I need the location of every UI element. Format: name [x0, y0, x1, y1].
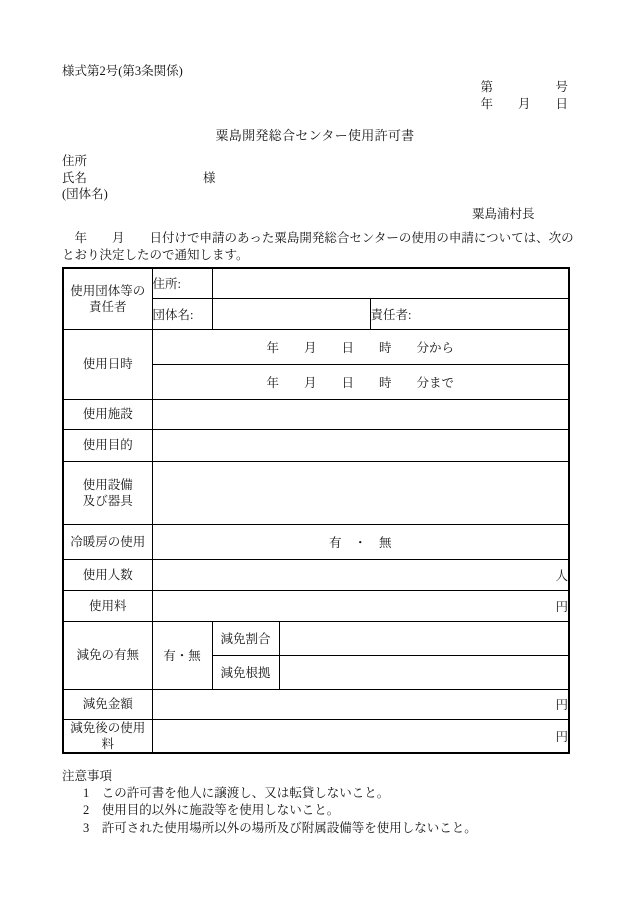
honorific-sama: 様 — [203, 170, 216, 185]
recipient-name-label: 氏名 — [62, 170, 88, 185]
recipient-name-line — [62, 170, 216, 187]
fee-value-cell: 円 — [152, 590, 569, 621]
group-name-value-cell — [212, 298, 370, 329]
address-label-cell: 住所: — [152, 268, 212, 298]
equipment-label-cell — [63, 461, 152, 524]
page-title: 粟島開発総合センター使用許可書 — [215, 128, 415, 143]
reduction-amount-label-cell: 減免金額 — [63, 689, 152, 719]
note-item-2: 2 使用目的以外に施設等を使用しないこと。 — [83, 803, 340, 818]
datetime-label-cell: 使用日時 — [63, 329, 152, 399]
notification-paragraph — [62, 230, 574, 264]
note-item-1: 1 この許可書を他人に譲渡し、又は転貸しないこと。 — [83, 786, 390, 801]
issuer-name: 粟島浦村長 — [472, 207, 535, 221]
notes-heading: 注意事項 — [62, 769, 113, 783]
reduction-amount-value-cell: 円 — [152, 689, 569, 719]
people-label-cell: 使用人数 — [63, 559, 152, 590]
notification-line-1: 年 月 日付けで申請のあった粟島開発総合センターの使用の申請については、次の — [62, 231, 574, 245]
date-line: 年 月 日 — [480, 97, 568, 111]
reduction-label-cell: 減免の有無 — [63, 621, 152, 689]
reduced-fee-label-line2: 料 — [101, 736, 114, 751]
equipment-label-line2: 及び器具 — [82, 493, 133, 508]
people-value-cell: 人 — [152, 559, 569, 590]
notes-section — [62, 768, 477, 837]
address-value-cell — [212, 268, 569, 298]
recipient-address-label: 住所 — [62, 154, 88, 168]
equipment-value-cell — [152, 461, 569, 524]
notification-line-2: とおり決定したので通知します。 — [62, 247, 249, 262]
hvac-label-cell: 冷暖房の使用 — [63, 524, 152, 559]
purpose-value-cell — [152, 429, 569, 461]
facility-value-cell — [152, 399, 569, 429]
group-name-label-cell: 団体名: — [152, 298, 212, 329]
reduced-fee-label-cell — [63, 719, 152, 753]
purpose-label-cell: 使用目的 — [63, 429, 152, 461]
reduction-basis-value-cell — [279, 655, 569, 689]
datetime-to-cell: 年 月 日 時 分まで — [152, 364, 569, 399]
responsible-label-cell — [63, 268, 152, 329]
responsible-label-line1: 使用団体等の — [70, 283, 146, 298]
reduction-ratio-value-cell — [279, 621, 569, 655]
reduction-basis-label-cell: 減免根拠 — [212, 655, 279, 689]
reduction-ratio-label-cell: 減免割合 — [212, 621, 279, 655]
document-number-line: 第 号 — [480, 80, 568, 94]
recipient-group-label: (団体名) — [62, 187, 108, 201]
note-item-3: 3 許可された使用場所以外の場所及び附属設備等を使用しないこと。 — [83, 820, 477, 835]
facility-label-cell: 使用施設 — [63, 399, 152, 429]
datetime-from-cell: 年 月 日 時 分から — [152, 329, 569, 364]
reduced-fee-value-cell: 円 — [152, 719, 569, 753]
fee-label-cell: 使用料 — [63, 590, 152, 621]
permit-form-table — [62, 267, 570, 754]
document-number-block — [480, 79, 568, 113]
responsible-label-line2: 責任者 — [88, 299, 127, 314]
reduction-value-cell: 有・無 — [152, 621, 212, 689]
recipient-block — [62, 153, 216, 203]
form-number: 様式第2号(第3条関係) — [62, 64, 183, 78]
reduced-fee-label-line1: 減免後の使用 — [70, 720, 146, 735]
hvac-value-cell: 有 ・ 無 — [152, 524, 569, 559]
equipment-label-line1: 使用設備 — [82, 477, 133, 492]
person-label-cell: 責任者: — [370, 298, 569, 329]
